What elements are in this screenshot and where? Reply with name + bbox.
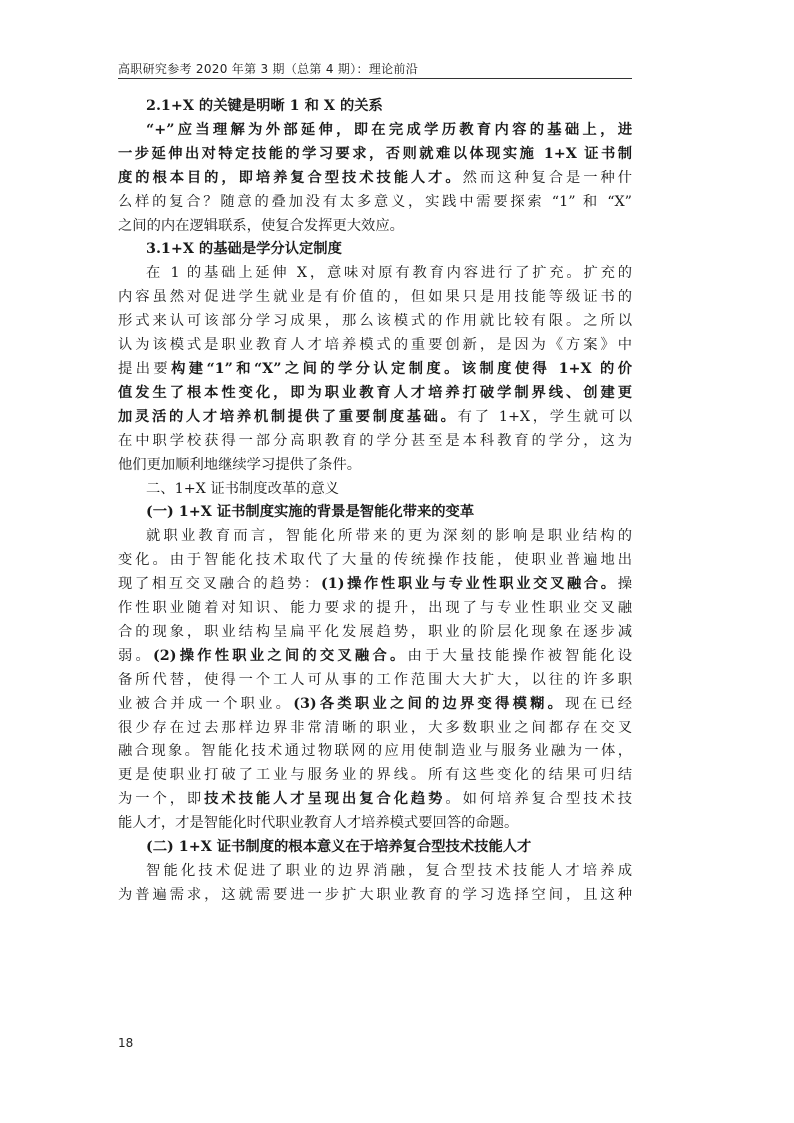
bold-text-segment: 值发生了根本性变化，即为职业教育人才培养打破学制界线、创建更 bbox=[118, 384, 632, 401]
text-segment: 认为该模式是职业教育人才培养模式的重要创新，是因为《方案》中 bbox=[118, 337, 632, 354]
text-segment: 业被合并成一个职业。 bbox=[118, 695, 294, 712]
bold-text-segment: “+”应当理解为外部延伸，即在完成学历教育内容的基础上，进 bbox=[146, 121, 632, 138]
text-line bbox=[118, 764, 632, 788]
text-line bbox=[118, 525, 632, 549]
text-line bbox=[118, 812, 632, 836]
text-line bbox=[118, 860, 632, 884]
text-line bbox=[118, 286, 632, 310]
text-segment: 很少存在过去那样边界非常清晰的职业，大多数职业之间都存在交叉 bbox=[118, 719, 632, 736]
bold-text-segment: (2)操作性职业之间的交叉融合。 bbox=[153, 647, 408, 664]
bold-text-segment: 2.1+X 的关键是明晰 1 和 X 的关系 bbox=[146, 98, 383, 114]
text-segment: 能人才，才是智能化时代职业教育人才培养模式要回答的命题。 bbox=[118, 815, 519, 832]
bold-text-segment: 加灵活的人才培养机制提供了重要制度基础。 bbox=[118, 408, 458, 425]
text-segment: 提出要 bbox=[118, 360, 172, 377]
text-segment: 为普遍需求，这就需要进一步扩大职业教育的学习选择空间，且这种 bbox=[118, 886, 632, 903]
text-line bbox=[118, 215, 632, 239]
text-line bbox=[118, 334, 632, 358]
text-segment: 由于大量技能操作被智能化设 bbox=[407, 647, 633, 664]
text-line bbox=[118, 95, 632, 119]
bold-text-segment: 一步延伸出对特定技能的学习要求，否则就难以体现实施 1+X 证书制 bbox=[118, 145, 632, 162]
text-segment: 么样的复合？随意的叠加没有太多意义，实践中需要探索 “1” 和 “X” bbox=[118, 193, 632, 210]
journal-header: 高职研究参考 2020 年第 3 期（总第 4 期）：理论前沿 bbox=[118, 62, 418, 76]
text-segment: 变化。由于智能化技术取代了大量的传统操作技能，使职业普遍地出 bbox=[118, 552, 632, 569]
text-line bbox=[118, 549, 632, 573]
text-line bbox=[118, 573, 632, 597]
text-segment: 二、1+X 证书制度改革的意义 bbox=[146, 480, 340, 497]
text-line bbox=[118, 836, 632, 860]
text-segment: 在中职学校获得一部分高职教育的学分甚至是本科教育的学分，这为 bbox=[118, 432, 632, 449]
text-line bbox=[118, 501, 632, 525]
text-segment: 备所代替，使得一个工人可从事的工作范围大大扩大，以往的许多职 bbox=[118, 671, 632, 688]
text-segment: 更是使职业打破了工业与服务业的界线。所有这些变化的结果可归结 bbox=[118, 767, 632, 784]
text-line bbox=[118, 191, 632, 215]
text-line bbox=[118, 740, 632, 764]
text-segment: 操 bbox=[617, 576, 633, 593]
page-number: 18 bbox=[118, 1036, 134, 1050]
bold-text-segment: (二) 1+X 证书制度的根本意义在于培养复合型技术技能人才 bbox=[146, 839, 532, 856]
text-segment: 作性职业随着对知识、能力要求的提升，出现了与专业性职业交叉融 bbox=[118, 600, 632, 617]
text-line bbox=[118, 669, 632, 693]
text-line bbox=[118, 693, 632, 717]
bold-text-segment: 度的根本目的，即培养复合型技术技能人才。 bbox=[118, 169, 463, 186]
text-line bbox=[118, 143, 632, 167]
text-segment: 他们更加顺利地继续学习提供了条件。 bbox=[118, 456, 362, 473]
text-segment: 为一个，即 bbox=[118, 791, 205, 808]
text-segment: 然而这种复合是一种什 bbox=[462, 169, 633, 186]
text-segment: 智能化技术促进了职业的边界消融，复合型技术技能人才培养成 bbox=[146, 863, 632, 879]
bold-text-segment: 构建“1”和“X”之间的学分认定制度。该制度使得 1+X 的价 bbox=[171, 360, 632, 377]
text-segment: 内容虽然对促进学生就业是有价值的，但如果只是用技能等级证书的 bbox=[118, 289, 632, 306]
text-line bbox=[118, 884, 632, 908]
bold-text-segment: 技术技能人才呈现出复合化趋势 bbox=[204, 791, 446, 808]
text-segment: 就职业教育而言，智能化所带来的更为深刻的影响是职业结构的 bbox=[146, 528, 632, 545]
text-segment: 弱。 bbox=[118, 647, 154, 664]
text-segment: 现了相互交叉融合的趋势： bbox=[118, 576, 321, 593]
text-line bbox=[118, 406, 632, 430]
text-line bbox=[118, 238, 632, 262]
text-line bbox=[118, 717, 632, 741]
text-segment: 有了 1+X，学生就可以 bbox=[457, 408, 632, 425]
text-segment: 在 1 的基础上延伸 X，意味对原有教育内容进行了扩充。扩充的 bbox=[146, 265, 632, 282]
text-segment: 形式来认可该部分学习成果，那么该模式的作用就比较有限。之所以 bbox=[118, 313, 632, 330]
bold-text-segment: (1)操作性职业与专业性职业交叉融合。 bbox=[320, 576, 618, 593]
text-line bbox=[118, 597, 632, 621]
header-divider bbox=[118, 78, 632, 79]
text-line bbox=[118, 119, 632, 143]
text-segment: 之间的内在逻辑联系，使复合发挥更大效应。 bbox=[118, 217, 404, 234]
text-line bbox=[118, 310, 632, 334]
text-segment: 融合现象。智能化技术通过物联网的应用使制造业与服务业融为一体， bbox=[118, 743, 632, 760]
bold-text-segment: (3)各类职业之间的边界变得模糊。 bbox=[293, 695, 566, 712]
text-line bbox=[118, 358, 632, 382]
text-line bbox=[118, 262, 632, 286]
text-line bbox=[118, 454, 632, 478]
text-line bbox=[118, 382, 632, 406]
text-line bbox=[118, 478, 632, 502]
text-segment: 。如何培养复合型技术技 bbox=[445, 791, 633, 808]
text-line bbox=[118, 167, 632, 191]
text-line bbox=[118, 430, 632, 454]
text-line bbox=[118, 621, 632, 645]
text-segment: 合的现象，职业结构呈扁平化发展趋势，职业的阶层化现象在逐步减 bbox=[118, 623, 632, 640]
text-line bbox=[118, 645, 632, 669]
text-segment: 现在已经 bbox=[565, 695, 633, 712]
bold-text-segment: (一) 1+X 证书制度实施的背景是智能化带来的变革 bbox=[146, 504, 475, 521]
bold-text-segment: 3.1+X 的基础是学分认定制度 bbox=[146, 241, 342, 258]
text-line bbox=[118, 788, 632, 812]
article-body bbox=[118, 95, 632, 908]
